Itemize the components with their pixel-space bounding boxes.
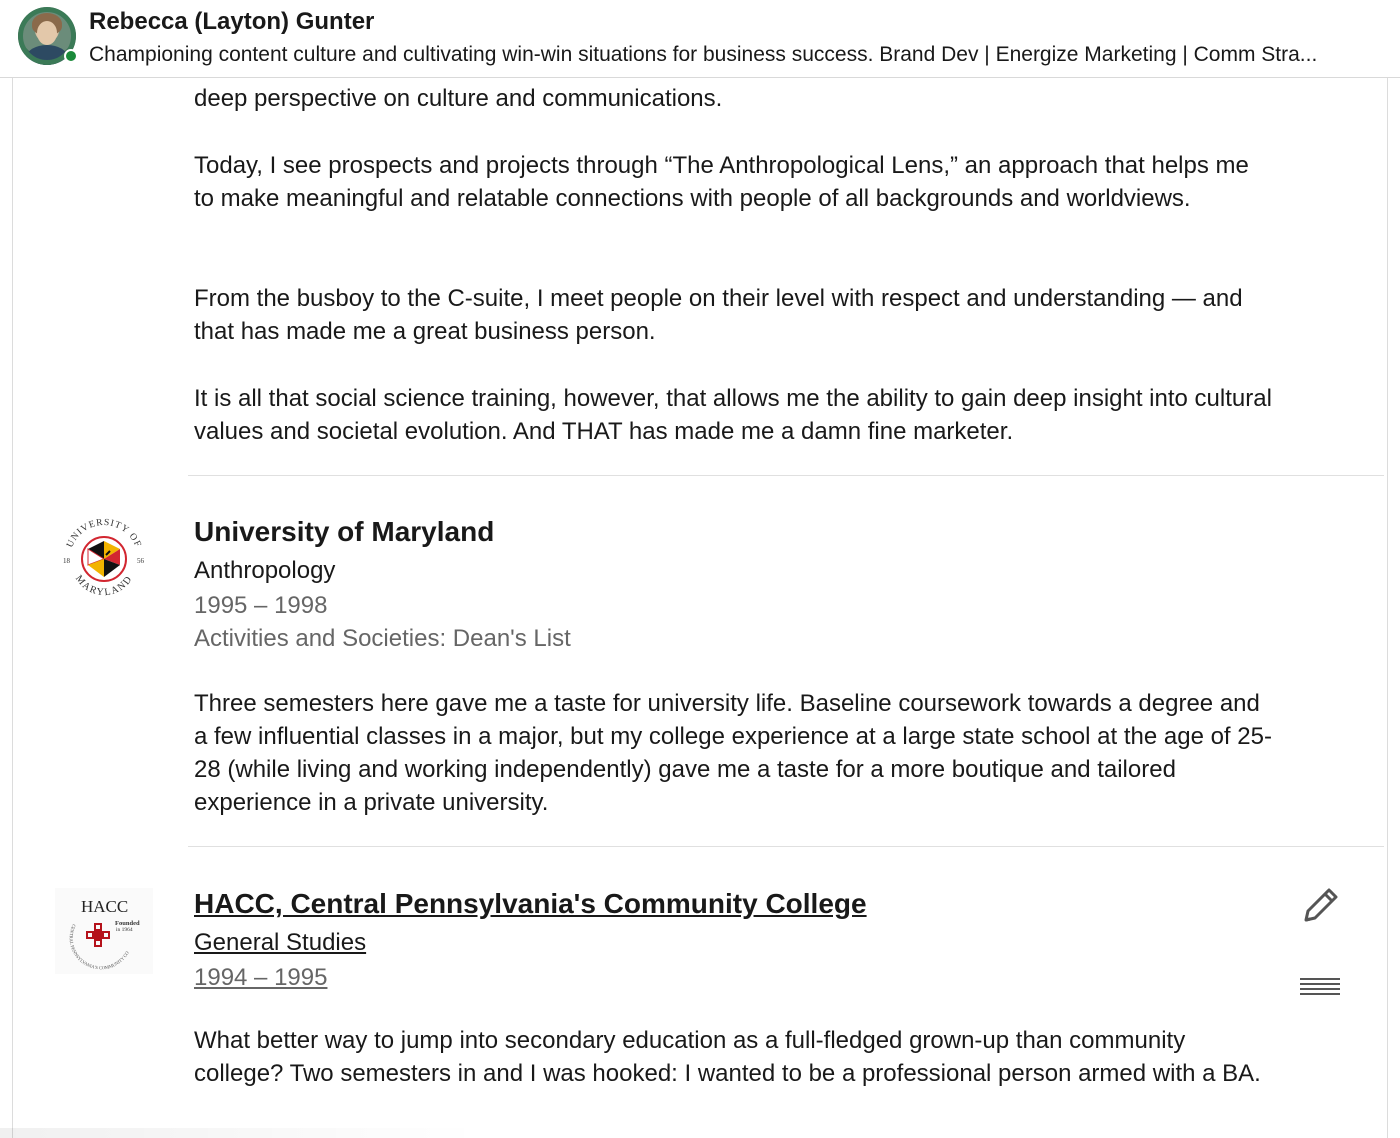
profile-avatar[interactable] bbox=[18, 7, 76, 65]
umd-logo-year-right: 56 bbox=[137, 557, 144, 565]
school-name[interactable] bbox=[194, 888, 867, 920]
section-divider bbox=[188, 846, 1384, 847]
scroll-shadow bbox=[0, 1128, 480, 1138]
section-divider bbox=[188, 475, 1384, 476]
online-status-dot bbox=[64, 49, 78, 63]
degree-field[interactable] bbox=[194, 929, 366, 957]
reorder-drag-handle-icon[interactable] bbox=[1300, 978, 1340, 1000]
school-name-link[interactable]: HACC, Central Pennsylvania's Community College bbox=[194, 888, 867, 919]
maryland-flag-shield-icon bbox=[82, 537, 126, 581]
degree-field-link[interactable]: General Studies bbox=[194, 929, 367, 956]
hacc-logo-wordmark: HACC bbox=[81, 897, 129, 916]
about-paragraph: It is all that social science training, however, that allows me the ability to gain deep insight into cultural values and societal evolution. And THAT has made me a damn fine marketer. bbox=[194, 385, 1272, 445]
hacc-logo[interactable] bbox=[55, 888, 153, 974]
activities-societies: Activities and Societies: Dean's List bbox=[194, 625, 571, 652]
degree-field: Anthropology bbox=[194, 557, 336, 584]
about-paragraph: deep perspective on culture and communications. bbox=[194, 85, 723, 112]
education-description: Three semesters here gave me a taste for university life. Baseline coursework towards a degree and a few influential classes in a major, but my college experience at a large state school at the age of 25-28 (while living and working independently) gave me a taste for a more boutique and tailored experience in a private university. bbox=[194, 690, 1272, 816]
education-dates[interactable] bbox=[194, 964, 327, 992]
hacc-logo-founded: Founded bbox=[115, 920, 140, 927]
hacc-logo-founded-year: in 1964 bbox=[116, 927, 133, 933]
about-paragraph: From the busboy to the C-suite, I meet people on their level with respect and understanding — and that has made me a great business person. bbox=[194, 285, 1243, 345]
edit-pencil-icon[interactable] bbox=[1298, 884, 1342, 928]
education-description: What better way to jump into secondary education as a full-fledged grown-up than community college? Two semesters in and I was hooked: I wanted to be a professional person armed with a BA. bbox=[194, 1027, 1261, 1087]
profile-headline: Championing content culture and cultivating win-win situations for business success. Brand Dev | Energize Marketing | Comm Stra... bbox=[89, 43, 1318, 66]
education-dates-link[interactable]: 1994 – 1995 bbox=[194, 964, 328, 991]
education-dates: 1995 – 1998 bbox=[194, 592, 328, 619]
profile-name[interactable]: Rebecca (Layton) Gunter bbox=[89, 8, 375, 35]
hacc-logo-ring-text: CENTRAL PENNSYLVANIA'S COMMUNITY CO bbox=[68, 923, 130, 971]
umd-logo-year-left: 18 bbox=[63, 557, 70, 565]
about-paragraph: Today, I see prospects and projects through “The Anthropological Lens,” an approach that helps me to make meaningful and relatable connections with people of all backgrounds and worldviews. bbox=[194, 152, 1249, 212]
umd-logo-bottom-text: MARYLAND bbox=[72, 573, 135, 599]
school-name[interactable]: University of Maryland bbox=[194, 516, 495, 547]
sticky-profile-header bbox=[0, 0, 1400, 78]
umd-logo-top-text: UNIVERSITY OF bbox=[65, 517, 143, 550]
hacc-cross-icon bbox=[86, 923, 110, 947]
university-of-maryland-logo[interactable] bbox=[58, 513, 150, 605]
